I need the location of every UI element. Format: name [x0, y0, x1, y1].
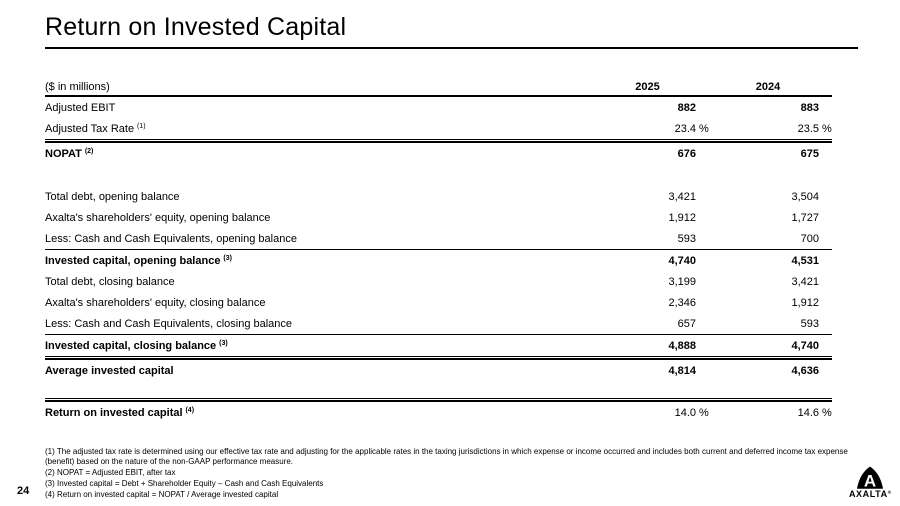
value-2025: [599, 212, 709, 224]
value-2025-unit: %: [699, 122, 709, 135]
value-2024: [717, 191, 832, 203]
value-2025-number: 593: [677, 232, 696, 245]
table-header-row: [45, 80, 832, 97]
value-2024: [717, 318, 832, 330]
value-2025-number: 4,740: [668, 254, 696, 267]
table-row: [45, 186, 832, 207]
roic-table: [45, 80, 832, 423]
table-row: [45, 228, 832, 249]
value-2025: [599, 365, 709, 377]
value-2024: [717, 276, 832, 288]
value-2024-number: 1,912: [791, 296, 819, 309]
footnote: (2) NOPAT = Adjusted EBIT, after tax: [45, 467, 176, 477]
table-body: [45, 97, 832, 423]
value-2024: [717, 340, 832, 352]
value-2025: [599, 191, 709, 203]
row-label: Return on invested capital $^{(4)}$: [45, 406, 195, 419]
table-row: [45, 360, 832, 381]
value-2024-number: 23.5: [797, 122, 819, 135]
footnote-ref: (1): [135, 122, 146, 130]
value-2024-number: 14.6: [797, 406, 819, 419]
value-2025-number: 3,421: [668, 190, 696, 203]
value-2025-unit: %: [699, 406, 709, 419]
footnote-ref: (2): [82, 147, 94, 155]
value-2025-number: 2,346: [668, 296, 696, 309]
value-2025: [599, 318, 709, 330]
column-header-2024: 2024: [755, 81, 781, 93]
value-2024-number: 593: [800, 317, 819, 330]
table-row: [45, 335, 832, 356]
value-2025: [599, 407, 709, 419]
row-label: Adjusted Tax Rate $^{(1)}$: [45, 122, 146, 135]
page-title: Return on Invested Capital: [45, 13, 347, 41]
table-header-label: ($ in millions): [45, 81, 110, 93]
value-2024: [717, 148, 832, 160]
value-2024: [717, 102, 832, 114]
value-2024: [717, 297, 832, 309]
footnote: (3) Invested capital = Debt + Shareholder Equity – Cash and Cash Equivalents: [45, 478, 324, 488]
value-2024-number: 4,740: [791, 339, 819, 352]
column-header-2025: 2025: [635, 81, 660, 93]
value-2024: [717, 407, 832, 419]
table-row: [45, 97, 832, 118]
page-number: 24: [17, 485, 30, 497]
row-label: Less: Cash and Cash Equivalents, closing balance: [45, 317, 293, 330]
value-2025: [599, 276, 709, 288]
row-label: Axalta's shareholders' equity, closing balance: [45, 296, 266, 309]
row-label: Invested capital, closing balance $^{(3)}$: [45, 339, 228, 352]
row-label: Average invested capital: [45, 364, 174, 377]
svg-text:A: A: [863, 471, 877, 490]
value-2025-number: 3,199: [668, 275, 696, 288]
row-label: Total debt, closing balance: [45, 275, 175, 288]
value-2025: [599, 148, 709, 160]
table-row: [45, 143, 832, 164]
row-label: Total debt, opening balance: [45, 190, 180, 203]
value-2025: [599, 233, 709, 245]
value-2024-unit: %: [822, 122, 832, 135]
value-2025: [599, 297, 709, 309]
footnote: (1) The adjusted tax rate is determined using our effective tax rate and adjusting for the applicable rates in the taxing jurisdictions in which expense or income occurred and includes both current and deferred income tax expense (benefit) based on the nature of the non-GAAP performance measure.: [45, 447, 848, 466]
table-row: [45, 207, 832, 228]
value-2025-number: 882: [677, 101, 696, 114]
table-row: [45, 250, 832, 271]
value-2025-number: 23.4: [674, 122, 696, 135]
value-2025-number: 14.0: [674, 406, 696, 419]
table-row: [45, 313, 832, 334]
row-label: Invested capital, opening balance $^{(3)}$: [45, 254, 232, 267]
footnote: (4) Return on invested capital = NOPAT / Average invested capital: [45, 489, 279, 499]
registered-mark: ®: [887, 490, 892, 495]
footnote-ref: (3): [221, 254, 232, 262]
title-underline: [45, 47, 858, 49]
value-2024-number: 4,636: [791, 364, 819, 377]
row-label: Axalta's shareholders' equity, opening balance: [45, 211, 271, 224]
table-row: [45, 118, 832, 139]
value-2025-number: 4,888: [668, 339, 696, 352]
table-gap: [45, 164, 832, 186]
table-gap: [45, 381, 832, 398]
row-label: Less: Cash and Cash Equivalents, opening balance: [45, 232, 297, 245]
value-2024: [717, 233, 832, 245]
value-2025: [599, 102, 709, 114]
value-2025: [599, 340, 709, 352]
footnote-ref: (3): [217, 339, 228, 347]
value-2025: [599, 255, 709, 267]
axalta-wordmark: AXALTA®: [848, 489, 892, 499]
value-2025-number: 676: [677, 147, 696, 160]
footnotes: [45, 447, 851, 501]
value-2024-number: 4,531: [791, 254, 819, 267]
value-2024: [717, 123, 832, 135]
axalta-logo-icon: [853, 466, 887, 490]
value-2025-number: 4,814: [668, 364, 696, 377]
value-2024-number: 675: [800, 147, 819, 160]
value-2024-number: 883: [800, 101, 819, 114]
footnote-ref: (4): [183, 406, 195, 414]
value-2024-number: 3,421: [791, 275, 819, 288]
value-2024: [717, 212, 832, 224]
value-2024-number: 1,727: [791, 211, 819, 224]
value-2024-number: 3,504: [791, 190, 819, 203]
table-row: [45, 292, 832, 313]
value-2025-number: 657: [677, 317, 696, 330]
table-row: [45, 271, 832, 292]
axalta-logo: [846, 466, 894, 499]
value-2024: [717, 365, 832, 377]
table-row: [45, 402, 832, 423]
row-label: NOPAT $^{(2)}$: [45, 147, 94, 160]
row-label: Adjusted EBIT: [45, 101, 116, 114]
value-2025: [599, 123, 709, 135]
value-2024-unit: %: [822, 406, 832, 419]
value-2024-number: 700: [800, 232, 819, 245]
value-2024: [717, 255, 832, 267]
value-2025-number: 1,912: [668, 211, 696, 224]
